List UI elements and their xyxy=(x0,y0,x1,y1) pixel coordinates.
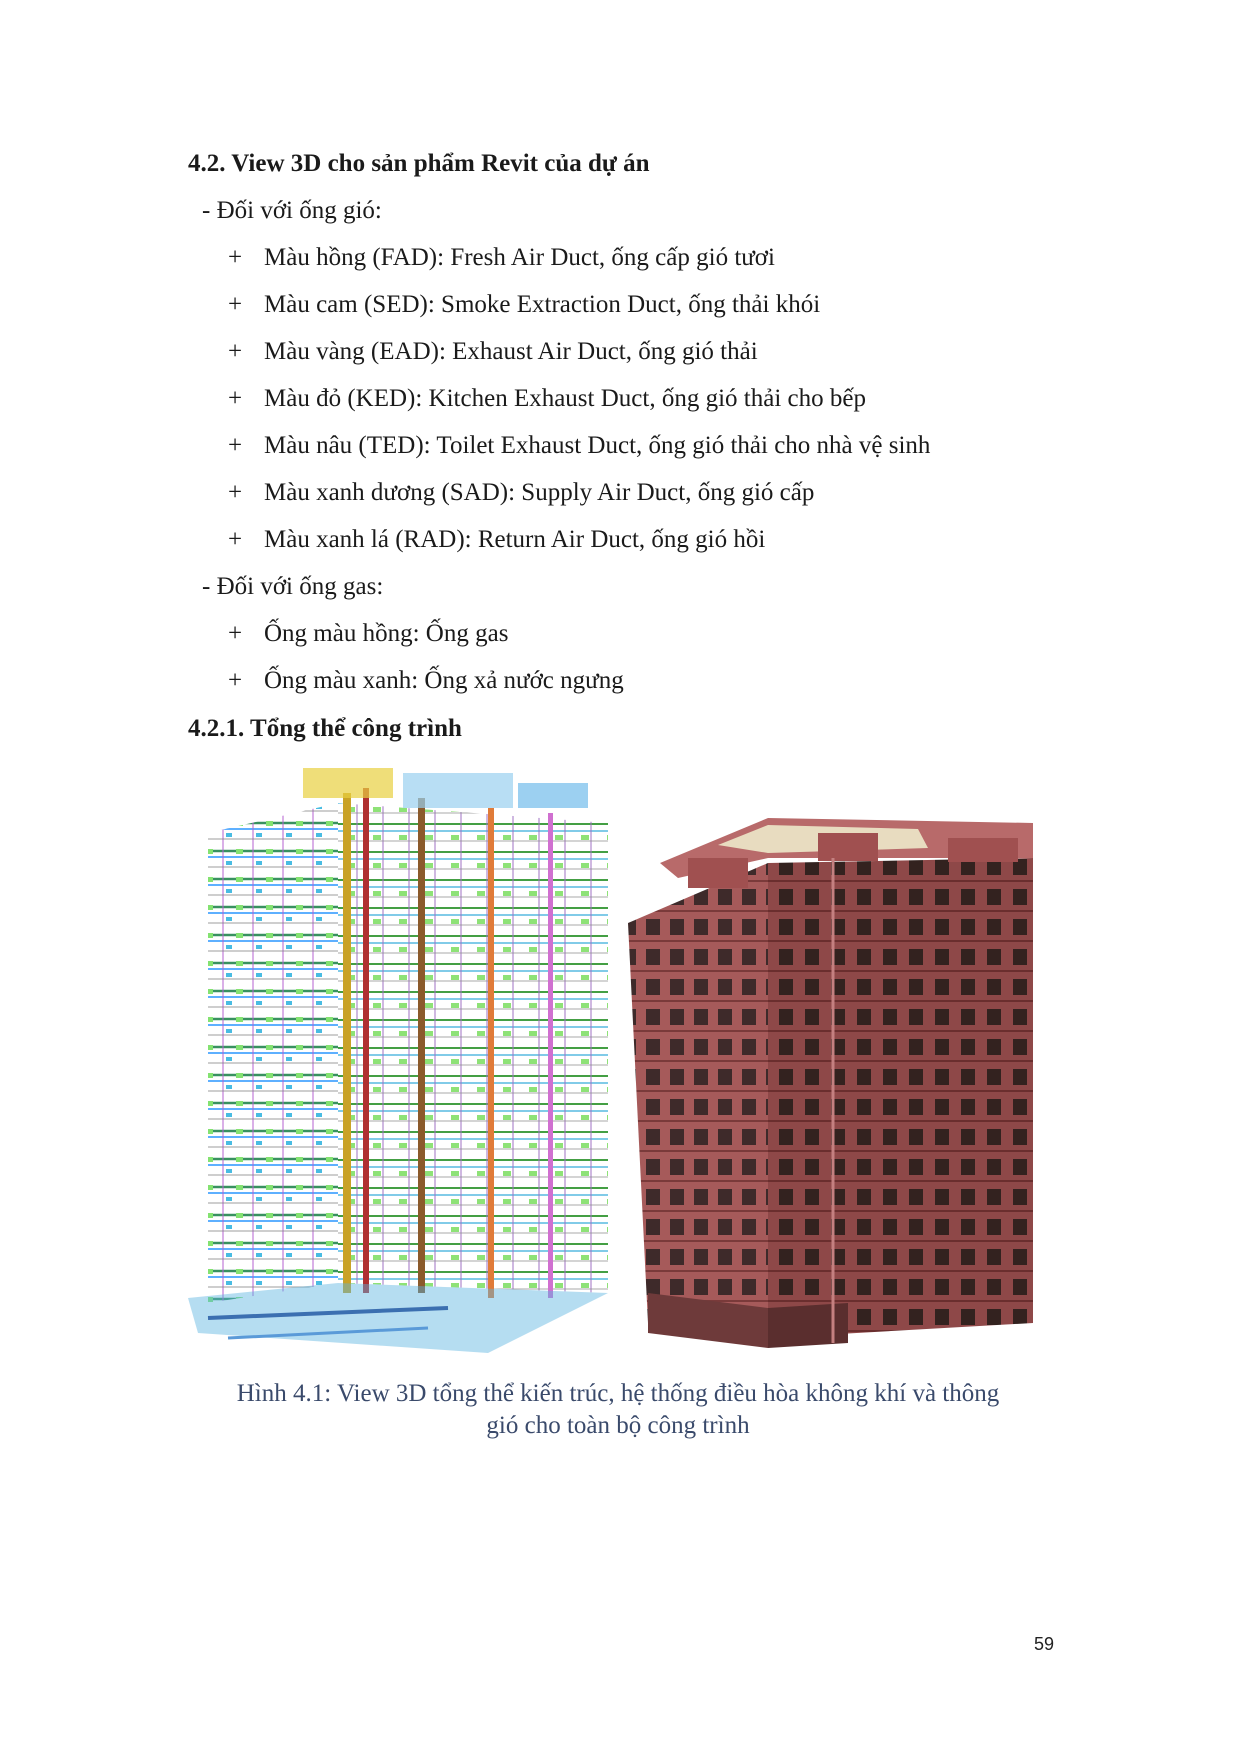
list-item xyxy=(228,479,814,507)
figure xyxy=(188,763,1038,1363)
list-bullet: + xyxy=(228,385,243,412)
section-heading: 4.2. View 3D cho sản phẩm Revit của dự án xyxy=(188,150,650,177)
list-item xyxy=(228,620,508,648)
list-item-text: Màu nâu (TED): Toilet Exhaust Duct, ống gió thải cho nhà vệ sinh xyxy=(264,432,931,459)
list-item xyxy=(228,432,930,460)
mep-ductwork-3d-image xyxy=(188,763,618,1363)
air-ducts-intro: - Đối với ống gió: xyxy=(202,197,382,224)
list-item-text: Màu vàng (EAD): Exhaust Air Duct, ống gió thải xyxy=(264,338,758,365)
subsection-heading: 4.2.1. Tổng thể công trình xyxy=(188,715,462,742)
list-item-text: Ống màu xanh: Ống xả nước ngưng xyxy=(264,667,624,694)
list-item xyxy=(228,526,765,554)
gas-pipes-intro: - Đối với ống gas: xyxy=(202,573,384,600)
list-item xyxy=(228,385,866,413)
caption-line-1: Hình 4.1: View 3D tổng thể kiến trúc, hệ thống điều hòa không khí và thông xyxy=(236,1380,1000,1407)
list-bullet: + xyxy=(228,432,243,459)
list-item xyxy=(228,244,775,272)
list-bullet: + xyxy=(228,667,243,694)
figure-caption xyxy=(188,1378,1048,1442)
list-item-text: Màu xanh dương (SAD): Supply Air Duct, ống gió cấp xyxy=(264,479,815,506)
list-item-text: Màu đỏ (KED): Kitchen Exhaust Duct, ống gió thải cho bếp xyxy=(264,385,866,412)
list-bullet: + xyxy=(228,291,243,318)
list-bullet: + xyxy=(228,479,243,506)
architecture-3d-image xyxy=(618,763,1038,1363)
list-item xyxy=(228,338,758,366)
list-item-text: Màu cam (SED): Smoke Extraction Duct, ống thải khói xyxy=(264,291,821,318)
page-number: 59 xyxy=(1034,1634,1055,1654)
list-bullet: + xyxy=(228,620,243,647)
list-bullet: + xyxy=(228,526,243,553)
caption-line-2: gió cho toàn bộ công trình xyxy=(486,1412,750,1439)
list-item xyxy=(228,291,820,319)
list-bullet: + xyxy=(228,244,243,271)
list-item xyxy=(228,667,624,695)
list-item-text: Màu hồng (FAD): Fresh Air Duct, ống cấp gió tươi xyxy=(264,244,775,271)
list-bullet: + xyxy=(228,338,243,365)
list-item-text: Ống màu hồng: Ống gas xyxy=(264,620,509,647)
list-item-text: Màu xanh lá (RAD): Return Air Duct, ống gió hồi xyxy=(264,526,766,553)
